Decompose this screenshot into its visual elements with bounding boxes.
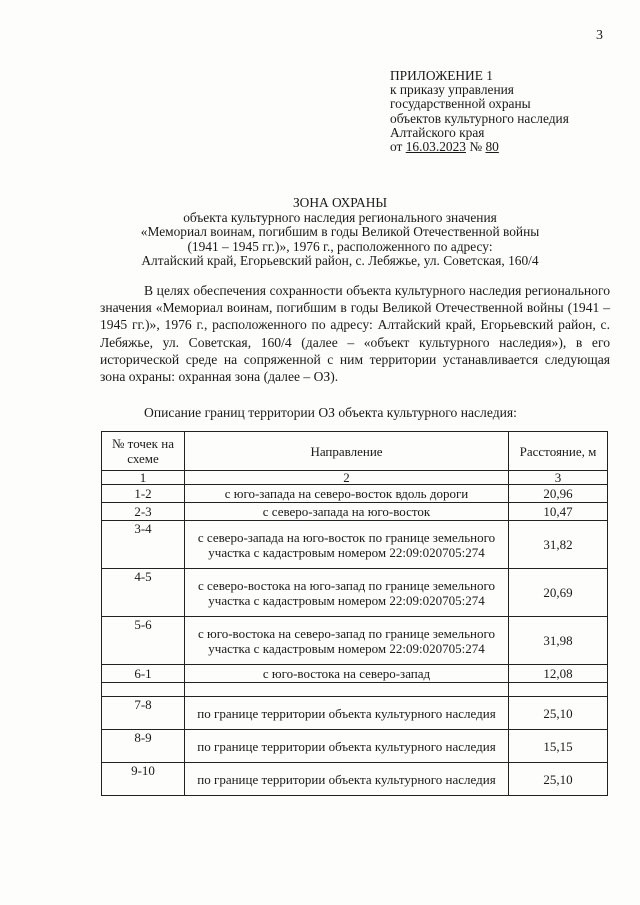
appendix-line: объектов культурного наследия [390,110,569,126]
column-number-row [102,471,608,485]
appendix-line: государственной охраны [390,96,531,112]
number-prefix: № [465,139,486,155]
cell-direction: с северо-запада на юго-восток [185,503,509,521]
cell-points: 6-1 [102,665,185,683]
body-paragraph: В целях обеспечения сохранности объекта культурного наследия регионального значения «Мемориал воинам, погибшим в годы Великой Отечественной войны (1941 – 1945 гг.)», 1976 г., расположенного по адресу: Алтайский край, Егорьевский район, с. Лебяжье, ул. Советская, 160/4 (далее – «объект культурного наследия»), в его исторической среде на сопряженной с ним территории устанавливается следующая зона охраны: охранная зона (далее – ОЗ). [100,283,610,385]
cell-distance: 10,47 [509,503,608,521]
header-points: № точек на схеме [102,432,185,471]
cell-direction: с юго-запада на северо-восток вдоль дороги [185,485,509,503]
cell-points: 8-9 [102,730,185,763]
cell-distance: 15,15 [509,730,608,763]
table-row [102,763,608,796]
title-line: объекта культурного наследия регионального значения [183,209,497,225]
cell-distance: 31,82 [509,521,608,569]
empty-cell [509,683,608,697]
cell-distance: 20,96 [509,485,608,503]
cell-distance: 20,69 [509,569,608,617]
column-number: 2 [185,471,509,485]
cell-direction: с юго-востока на северо-запад по границе земельного участка с кадастровым номером 22:09:020705:274 [185,617,509,665]
table-row [102,521,608,569]
appendix-block [390,69,569,154]
column-number: 3 [509,471,608,485]
cell-distance: 12,08 [509,665,608,683]
cell-distance: 25,10 [509,763,608,796]
table-row [102,569,608,617]
cell-points: 4-5 [102,569,185,617]
cell-direction: по границе территории объекта культурного наследия [185,697,509,730]
table-row [102,665,608,683]
table-row [102,730,608,763]
appendix-line: к приказу управления [390,82,514,98]
cell-direction: с юго-востока на северо-запад [185,665,509,683]
boundaries-table [101,431,608,796]
cell-direction: с северо-запада на юго-восток по границе земельного участка с кадастровым номером 22:09:020705:274 [185,521,509,569]
title-heading: ЗОНА ОХРАНЫ [292,195,388,210]
table-row [102,485,608,503]
table-row [102,697,608,730]
empty-cell [102,683,185,697]
cell-direction: по границе территории объекта культурного наследия [185,730,509,763]
cell-points: 1-2 [102,485,185,503]
appendix-date-line [390,140,569,154]
title-line: (1941 – 1945 гг.)», 1976 г., расположенного по адресу: [187,238,493,254]
appendix-title: ПРИЛОЖЕНИЕ 1 [390,68,493,83]
table-header-row [102,432,608,471]
cell-direction: с северо-востока на юго-запад по границе земельного участка с кадастровым номером 22:09:020705:274 [185,569,509,617]
cell-points: 9-10 [102,763,185,796]
date-prefix: от [390,139,406,155]
cell-distance: 31,98 [509,617,608,665]
header-direction: Направление [185,432,509,471]
cell-points: 7-8 [102,697,185,730]
table-empty-row [102,683,608,697]
appendix-line: Алтайского края [390,124,485,140]
page-number: 3 [596,28,603,43]
cell-distance: 25,10 [509,697,608,730]
cell-points: 3-4 [102,521,185,569]
column-number: 1 [102,471,185,485]
header-distance: Расстояние, м [509,432,608,471]
cell-points: 2-3 [102,503,185,521]
order-number: 80 [485,139,499,155]
table-row [102,617,608,665]
cell-direction: по границе территории объекта культурного наследия [185,763,509,796]
cell-points: 5-6 [102,617,185,665]
title-line: «Мемориал воинам, погибшим в годы Великой Отечественной войны [140,224,540,240]
empty-cell [185,683,509,697]
title-line: Алтайский край, Егорьевский район, с. Лебяжье, ул. Советская, 160/4 [141,253,539,269]
table-row [102,503,608,521]
order-date: 16.03.2023 [405,139,466,155]
document-title [100,196,580,269]
table-caption: Описание границ территории ОЗ объекта культурного наследия: [144,405,517,420]
